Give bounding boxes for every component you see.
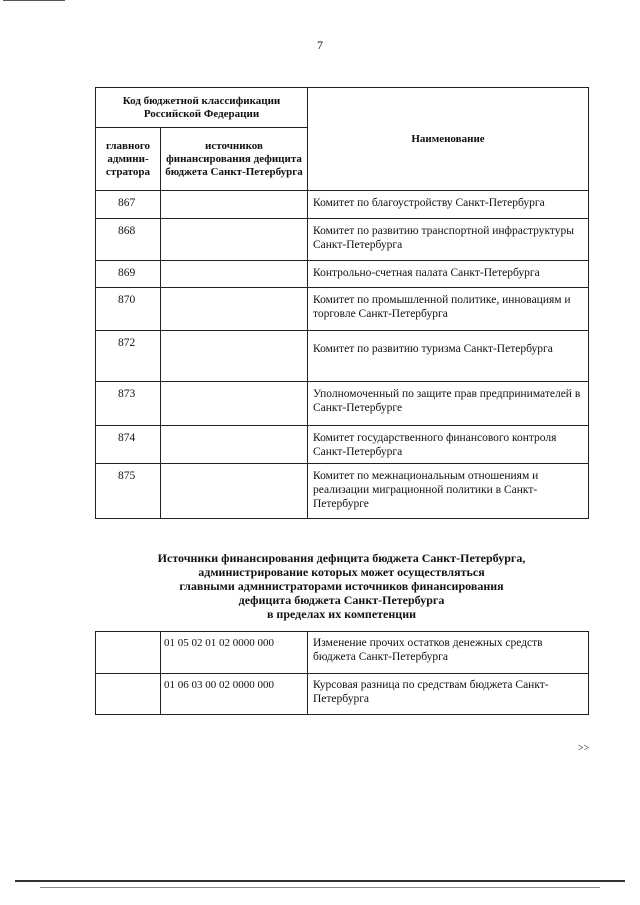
source-code	[161, 261, 308, 288]
table-row	[96, 331, 589, 382]
org-name: Комитет по промышленной политике, инновациям и торговле Санкт-Петербурга	[308, 288, 589, 331]
admin-code: 874	[96, 426, 161, 464]
source-code	[161, 288, 308, 331]
scan-artifact-top-line	[3, 0, 65, 1]
table-row	[96, 464, 589, 519]
table-row	[96, 382, 589, 426]
org-name: Комитет по развитию транспортной инфраструктуры Санкт-Петербурга	[308, 219, 589, 261]
admin-code: 870	[96, 288, 161, 331]
financing-sources-table	[95, 631, 589, 715]
org-name: Уполномоченный по защите прав предпринимателей в Санкт-Петербурге	[308, 382, 589, 426]
table-row	[96, 288, 589, 331]
table-row	[96, 674, 589, 715]
admin-code: 868	[96, 219, 161, 261]
continuation-mark: >>	[578, 743, 590, 754]
header-chief-admin: главного админи-стратора	[96, 128, 161, 191]
source-code	[161, 219, 308, 261]
section-title-line: дефицита бюджета Санкт-Петербурга	[238, 593, 445, 607]
header-financing-sources: источников финансирования дефицита бюджета Санкт-Петербурга	[161, 128, 308, 191]
section-title-line: Источники финансирования дефицита бюджета Санкт-Петербурга,	[157, 551, 526, 565]
page-number: 7	[317, 38, 323, 52]
table-row	[96, 632, 589, 674]
table-row	[96, 219, 589, 261]
section-title-line: администрирование которых может осуществляться	[198, 565, 485, 579]
admin-code	[96, 674, 161, 715]
org-name: Комитет по развитию туризма Санкт-Петербурга	[308, 331, 589, 382]
source-code	[161, 426, 308, 464]
header-name: Наименование	[308, 88, 589, 191]
org-name: Комитет по межнациональным отношениям и реализации миграционной политики в Санкт-Петербурге	[308, 464, 589, 519]
admin-code: 872	[96, 331, 161, 382]
admin-code: 873	[96, 382, 161, 426]
source-code	[161, 382, 308, 426]
scan-artifact-bottom-line	[15, 880, 625, 882]
table-row	[96, 426, 589, 464]
table-row	[96, 191, 589, 219]
admin-code	[96, 632, 161, 674]
section-title	[95, 551, 588, 621]
table-row	[96, 261, 589, 288]
source-code	[161, 191, 308, 219]
source-name: Курсовая разница по средствам бюджета Санкт-Петербурга	[308, 674, 589, 715]
admin-code: 867	[96, 191, 161, 219]
org-name: Комитет государственного финансового контроля Санкт-Петербурга	[308, 426, 589, 464]
source-name: Изменение прочих остатков денежных средств бюджета Санкт-Петербурга	[308, 632, 589, 674]
source-code: 01 05 02 01 02 0000 000	[161, 632, 308, 674]
org-name: Комитет по благоустройству Санкт-Петербурга	[308, 191, 589, 219]
header-classification-code: Код бюджетной классификации Российской Федерации	[96, 88, 308, 128]
source-code	[161, 331, 308, 382]
org-name: Контрольно-счетная палата Санкт-Петербурга	[308, 261, 589, 288]
section-title-line: в пределах их компетенции	[266, 607, 417, 621]
scan-artifact-bottom-line	[40, 887, 600, 888]
section-title-line: главными администраторами источников финансирования	[179, 579, 504, 593]
admin-code: 875	[96, 464, 161, 519]
source-code: 01 06 03 00 02 0000 000	[161, 674, 308, 715]
admin-code: 869	[96, 261, 161, 288]
budget-admin-table	[95, 87, 589, 519]
source-code	[161, 464, 308, 519]
